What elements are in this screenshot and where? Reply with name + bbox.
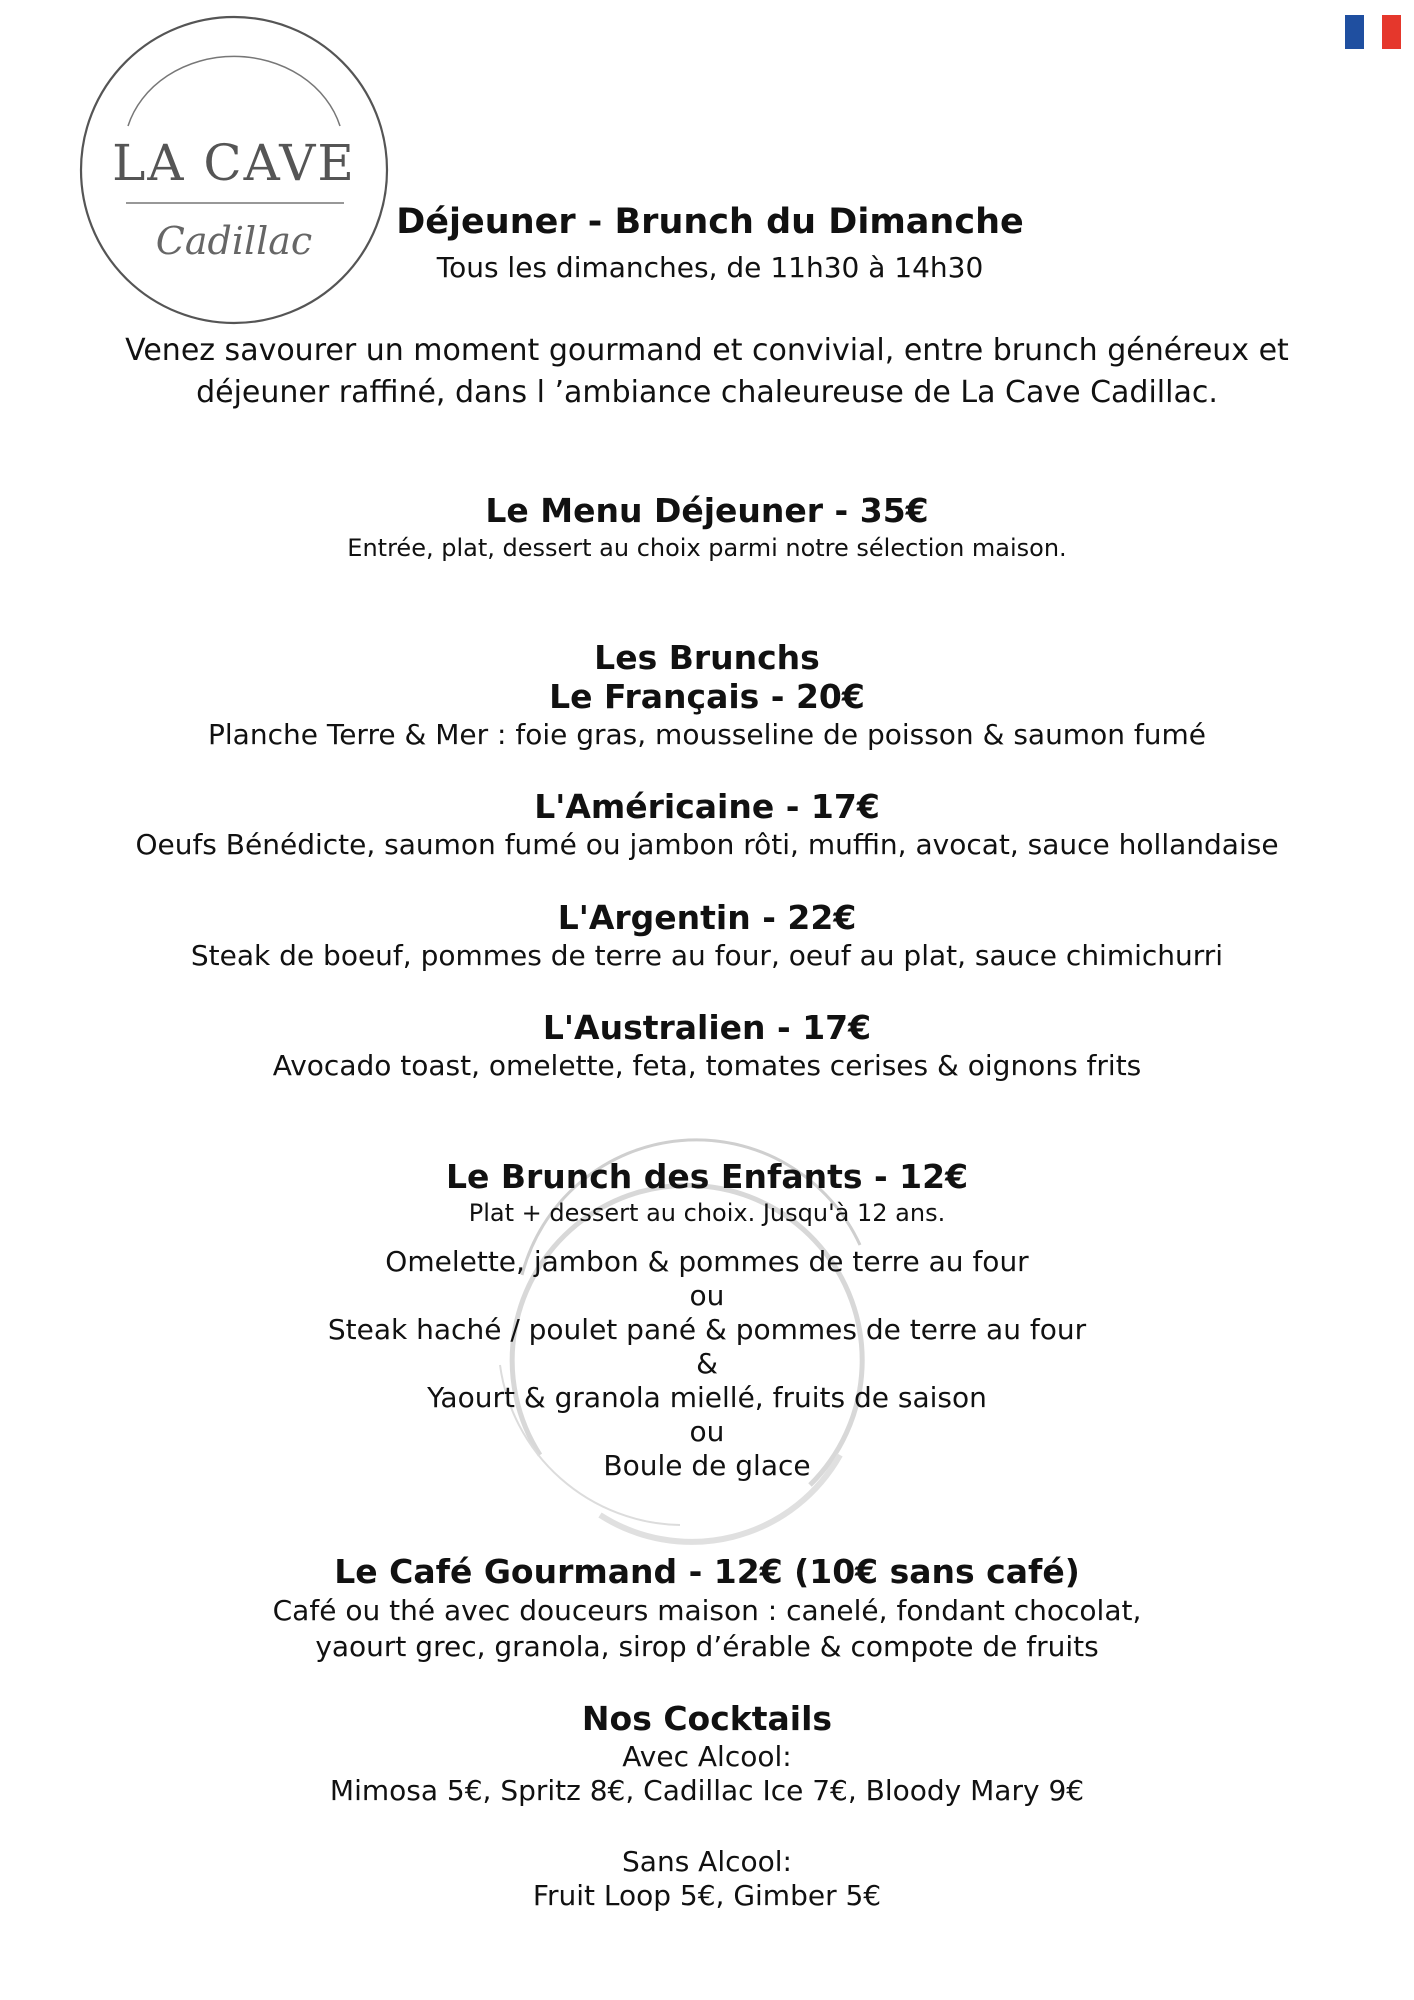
intro-line-1: Venez savourer un moment gourmand et convivial, entre brunch généreux et bbox=[125, 333, 1289, 368]
enfants-line: Yaourt & granola miellé, fruits de saison bbox=[427, 1381, 987, 1414]
brunch-title: L'Argentin - 22€ bbox=[557, 898, 857, 937]
french-flag-icon[interactable] bbox=[1345, 15, 1401, 49]
brunch-desc: Oeufs Bénédicte, saumon fumé ou jambon rôti, muffin, avocat, sauce hollandaise bbox=[135, 828, 1279, 861]
brunch-title: L'Américaine - 17€ bbox=[534, 787, 880, 826]
page-subtitle: Tous les dimanches, de 11h30 à 14h30 bbox=[436, 251, 984, 284]
brunch-desc: Planche Terre & Mer : foie gras, mousseline de poisson & saumon fumé bbox=[208, 718, 1206, 751]
brunch-title: L'Australien - 17€ bbox=[542, 1008, 872, 1047]
flag-red-stripe bbox=[1382, 15, 1401, 49]
cafe-title: Le Café Gourmand - 12€ (10€ sans café) bbox=[334, 1552, 1080, 1591]
cafe-line: yaourt grec, granola, sirop d’érable & compote de fruits bbox=[315, 1630, 1099, 1663]
brunch-desc: Avocado toast, omelette, feta, tomates cerises & oignons frits bbox=[272, 1049, 1142, 1082]
enfants-line: Steak haché / poulet pané & pommes de terre au four bbox=[327, 1313, 1087, 1346]
brunchs-section-title: Les Brunchs bbox=[594, 638, 820, 677]
logo-name: LA CAVE bbox=[112, 134, 356, 192]
cocktails-sans-label: Sans Alcool: bbox=[622, 1845, 792, 1878]
cocktails-title: Nos Cocktails bbox=[581, 1699, 833, 1738]
cafe-line: Café ou thé avec douceurs maison : canelé, fondant chocolat, bbox=[272, 1594, 1142, 1627]
menu-dejeuner-desc: Entrée, plat, dessert au choix parmi notre sélection maison. bbox=[347, 534, 1067, 562]
page-title: Déjeuner - Brunch du Dimanche bbox=[396, 202, 1024, 242]
enfants-subtitle: Plat + dessert au choix. Jusqu'à 12 ans. bbox=[468, 1199, 946, 1227]
enfants-line: ou bbox=[689, 1279, 725, 1312]
flag-white-stripe bbox=[1364, 15, 1383, 49]
logo-script: Cadillac bbox=[155, 219, 313, 263]
enfants-line: Omelette, jambon & pommes de terre au four bbox=[385, 1245, 1029, 1278]
cocktails-sans-list: Fruit Loop 5€, Gimber 5€ bbox=[532, 1879, 882, 1912]
cocktails-avec-label: Avec Alcool: bbox=[622, 1740, 792, 1773]
cocktails-avec-list: Mimosa 5€, Spritz 8€, Cadillac Ice 7€, Bloody Mary 9€ bbox=[329, 1774, 1085, 1807]
brunch-title: Le Français - 20€ bbox=[549, 677, 865, 716]
enfants-line: ou bbox=[689, 1415, 725, 1448]
enfants-line: Boule de glace bbox=[603, 1449, 811, 1482]
enfants-title: Le Brunch des Enfants - 12€ bbox=[445, 1157, 969, 1196]
flag-blue-stripe bbox=[1345, 15, 1364, 49]
enfants-line: & bbox=[696, 1347, 718, 1380]
brunch-desc: Steak de boeuf, pommes de terre au four, oeuf au plat, sauce chimichurri bbox=[190, 939, 1224, 972]
intro-line-2: déjeuner raffiné, dans l ’ambiance chaleureuse de La Cave Cadillac. bbox=[196, 375, 1218, 410]
menu-dejeuner-title: Le Menu Déjeuner - 35€ bbox=[485, 491, 929, 530]
